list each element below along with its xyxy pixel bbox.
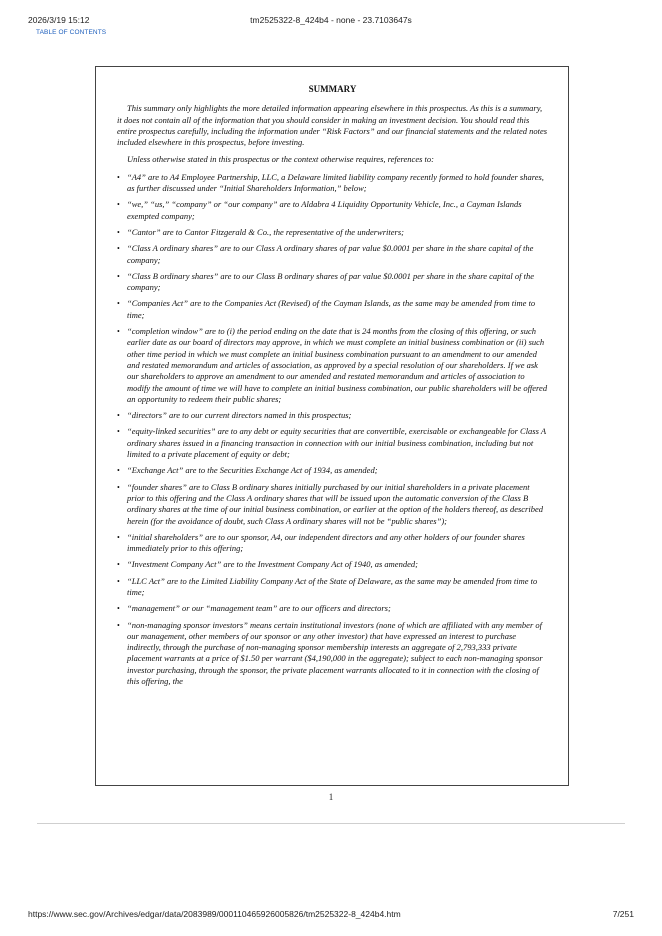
bullet-icon: • <box>117 427 120 437</box>
table-of-contents-link[interactable]: TABLE OF CONTENTS <box>36 29 107 36</box>
bullet-icon: • <box>117 172 120 182</box>
definition-item: • “Class A ordinary shares” are to our Class A ordinary shares of par value $0.0001 per share in the share capital of the company; <box>117 243 534 265</box>
bullet-icon: • <box>117 560 120 570</box>
bullet-icon: • <box>117 244 120 254</box>
bullet-icon: • <box>117 466 120 476</box>
bullet-icon: • <box>117 604 120 614</box>
print-timestamp: 2026/3/19 15:12 <box>28 15 90 25</box>
page-number: 1 <box>328 792 334 802</box>
bullet-icon: • <box>117 271 120 281</box>
definition-item: • “completion window” are to (i) the period ending on the date that is 24 months from the closing of this offering, or such earlier date as our board of directors may approve, in which we must complete an initial business combination or (ii) such other time period in which we must complete an initial business combination pursuant to an amendment to our amended and restated memorandum and articles of association, as approved by a special resolution of our shareholders. If we ask our shareholders to approve an amendment to our amended and restated memorandum and articles of association to modify the amount of time we will have to complete an initial business combination, our public shareholders will be offered an opportunity to redeem their public shares; <box>117 326 548 404</box>
definition-item: • “Companies Act” are to the Companies Act (Revised) of the Cayman Islands, as the same may be amended from time to time; <box>117 298 536 320</box>
bullet-icon: • <box>117 576 120 586</box>
definition-item: • “equity-linked securities” are to any debt or equity securities that are convertible, exercisable or exchangeable for Class A ordinary shares issued in a financing transaction in connection with our initial business combination, including but not limited to a private placement of equity or debt; <box>117 426 546 460</box>
definition-item: • “management” or our “management team” are to our officers and directors; <box>117 603 391 614</box>
summary-title: SUMMARY <box>308 84 357 94</box>
bullet-icon: • <box>117 227 120 237</box>
definition-item: • “initial shareholders” are to our sponsor, A4, our independent directors and any other holders of our founder shares immediately prior to this offering; <box>117 531 525 554</box>
bullet-icon: • <box>117 411 120 421</box>
bullet-icon: • <box>117 299 120 309</box>
definition-item: • “LLC Act” are to the Limited Liability Company Act of the State of Delaware, as the same may be amended from time to time; <box>117 575 538 597</box>
summary-intro-paragraph: This summary only highlights the more detailed information appearing elsewhere in this prospectus. As this is a summary, it does not contain all of the information that you should consider in making an investment decision. You should read this entire prospectus carefully, including the information under “Risk Factors” and our financial statements and the related notes included elsewhere in this prospectus, before investing. <box>117 103 548 148</box>
document-title: tm2525322-8_424b4 - none - 23.7103647s <box>250 15 412 25</box>
bullet-icon: • <box>117 200 120 210</box>
definition-item: • “directors” are to our current directors named in this prospectus; <box>117 410 352 421</box>
definition-item: • “founder shares” are to Class B ordinary shares initially purchased by our initial shareholders in a private placement prior to this offering and the Class A ordinary shares that will be issued upon the automatic conversion of the Class B ordinary shares at the time of our initial business combination, or earlier at the option of the holders thereof, as described herein (for the avoidance of doubt, such Class A ordinary shares will not be “public shares”); <box>117 481 543 526</box>
summary-box <box>95 66 569 786</box>
bullet-icon: • <box>117 482 120 492</box>
page-url: https://www.sec.gov/Archives/edgar/data/2083989/000110465926005826/tm2525322-8_424b4.htm <box>28 909 401 919</box>
bullet-icon: • <box>117 620 120 630</box>
bullet-icon: • <box>117 327 120 337</box>
page-count: 7/251 <box>612 909 634 919</box>
definition-item: • “non-managing sponsor investors” means certain institutional investors (none of which are affiliated with any member of our management, other members of our sponsor or any other investor) that have expressed an interest to purchase indirectly, through the purchase of non-managing sponsor membership interests an aggregate of 2,793,333 private placement warrants at a price of $1.50 per warrant ($4,190,000 in the aggregate); subject to each non-managing sponsor investor purchasing, through the sponsor, the private placement warrants allocated to it in connection with the closing of this offering, the <box>117 619 543 687</box>
definition-item: • “we,” “us,” “company” or “our company” are to Aldabra 4 Liquidity Opportunity Vehicle, Inc., a Cayman Islands exempted company; <box>117 199 522 221</box>
definition-item: • “A4” are to A4 Employee Partnership, LLC, a Delaware limited liability company recently formed to hold founder shares, as further discussed under “Initial Shareholders Information,” below; <box>117 171 544 194</box>
definition-item: • “Investment Company Act” are to the Investment Company Act of 1940, as amended; <box>117 559 418 570</box>
definition-item: • “Class B ordinary shares” are to our Class B ordinary shares of par value $0.0001 per share in the share capital of the company; <box>117 270 534 293</box>
summary-lead-paragraph: Unless otherwise stated in this prospectus or the context otherwise requires, references to: <box>127 154 434 165</box>
definition-item: • “Cantor” are to Cantor Fitzgerald & Co., the representative of the underwriters; <box>117 226 404 237</box>
definitions-list <box>117 172 548 688</box>
page-divider <box>37 823 625 824</box>
definition-item: • “Exchange Act” are to the Securities Exchange Act of 1934, as amended; <box>117 465 378 476</box>
bullet-icon: • <box>117 532 120 542</box>
